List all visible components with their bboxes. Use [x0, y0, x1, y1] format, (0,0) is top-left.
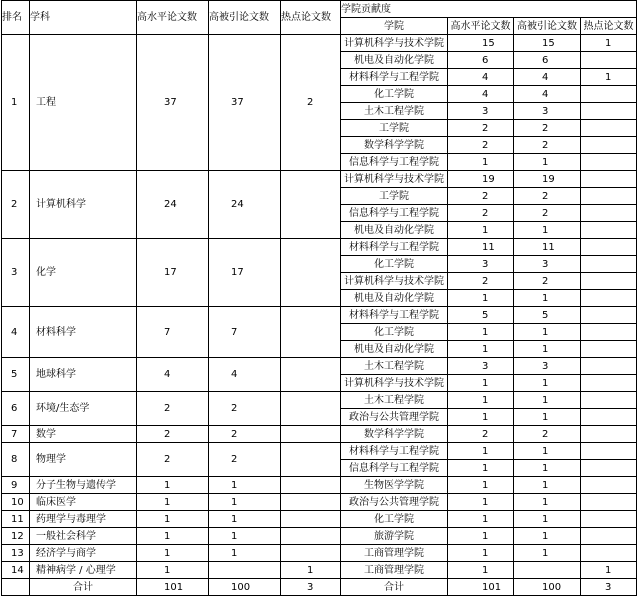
school-hot-cell [581, 409, 637, 426]
school-highly-cited-cell: 11 [514, 239, 581, 256]
school-highly-cited-cell: 15 [514, 35, 581, 52]
school-cell: 土木工程学院 [341, 392, 448, 409]
highly-cited-cell [209, 562, 281, 579]
subject-cell: 环境/生态学 [30, 392, 137, 426]
high-level-cell: 1 [137, 477, 209, 494]
subject-cell: 材料科学 [30, 307, 137, 358]
rank-cell: 5 [2, 358, 30, 392]
header-subject: 学科 [30, 1, 137, 35]
school-hot-cell [581, 341, 637, 358]
school-high-level-cell: 2 [448, 426, 514, 443]
school-high-level-cell: 1 [448, 460, 514, 477]
rank-cell: 9 [2, 477, 30, 494]
school-hot-cell [581, 205, 637, 222]
highly-cited-cell: 1 [209, 545, 281, 562]
school-cell: 工学院 [341, 188, 448, 205]
totals-high: 101 [137, 579, 209, 596]
school-highly-cited-cell: 3 [514, 358, 581, 375]
school-cell: 机电及自动化学院 [341, 52, 448, 69]
table-row [2, 358, 637, 375]
school-cell: 化工学院 [341, 511, 448, 528]
rank-cell: 10 [2, 494, 30, 511]
school-cell: 政治与公共管理学院 [341, 409, 448, 426]
table-row [2, 35, 637, 52]
highly-cited-cell: 17 [209, 239, 281, 307]
rank-cell: 2 [2, 171, 30, 239]
school-high-level-cell: 4 [448, 69, 514, 86]
school-cell: 信息科学与工程学院 [341, 205, 448, 222]
rank-cell: 11 [2, 511, 30, 528]
header-sub-highly-cited: 高被引论文数 [514, 18, 581, 35]
school-cell: 旅游学院 [341, 528, 448, 545]
school-cell: 信息科学与工程学院 [341, 154, 448, 171]
school-high-level-cell: 2 [448, 120, 514, 137]
hot-cell [281, 426, 341, 443]
paper-statistics-table [1, 0, 637, 596]
school-cell: 计算机科学与技术学院 [341, 171, 448, 188]
school-highly-cited-cell [514, 562, 581, 579]
school-high-level-cell: 1 [448, 562, 514, 579]
high-level-cell: 37 [137, 35, 209, 171]
totals-hot: 3 [281, 579, 341, 596]
subject-cell: 精神病学 / 心理学 [30, 562, 137, 579]
school-highly-cited-cell: 2 [514, 120, 581, 137]
school-highly-cited-cell: 1 [514, 222, 581, 239]
school-high-level-cell: 2 [448, 205, 514, 222]
school-high-level-cell: 2 [448, 273, 514, 290]
school-cell: 信息科学与工程学院 [341, 460, 448, 477]
school-highly-cited-cell: 3 [514, 256, 581, 273]
school-highly-cited-cell: 4 [514, 86, 581, 103]
hot-cell [281, 307, 341, 358]
school-high-level-cell: 15 [448, 35, 514, 52]
school-hot-cell [581, 239, 637, 256]
table-row [2, 477, 637, 494]
totals-school-hot: 3 [581, 579, 637, 596]
school-hot-cell [581, 460, 637, 477]
subject-cell: 药理学与毒理学 [30, 511, 137, 528]
school-highly-cited-cell: 1 [514, 494, 581, 511]
header-highly-cited: 高被引论文数 [209, 1, 281, 35]
high-level-cell: 1 [137, 545, 209, 562]
hot-cell [281, 494, 341, 511]
school-cell: 机电及自动化学院 [341, 341, 448, 358]
table-row [2, 562, 637, 579]
school-cell: 机电及自动化学院 [341, 290, 448, 307]
table-row [2, 545, 637, 562]
rank-cell: 8 [2, 443, 30, 477]
school-high-level-cell: 1 [448, 154, 514, 171]
school-hot-cell [581, 477, 637, 494]
school-highly-cited-cell: 2 [514, 426, 581, 443]
school-cell: 材料科学与工程学院 [341, 443, 448, 460]
school-hot-cell [581, 443, 637, 460]
table-row [2, 307, 637, 324]
school-highly-cited-cell: 1 [514, 409, 581, 426]
totals-row [2, 579, 637, 596]
subject-cell: 分子生物与遗传学 [30, 477, 137, 494]
high-level-cell: 1 [137, 511, 209, 528]
school-hot-cell: 1 [581, 562, 637, 579]
school-highly-cited-cell: 1 [514, 528, 581, 545]
school-hot-cell [581, 120, 637, 137]
school-hot-cell [581, 256, 637, 273]
hot-cell [281, 171, 341, 239]
high-level-cell: 1 [137, 494, 209, 511]
school-cell: 数学科学学院 [341, 426, 448, 443]
highly-cited-cell: 7 [209, 307, 281, 358]
hot-cell [281, 511, 341, 528]
school-high-level-cell: 1 [448, 528, 514, 545]
school-highly-cited-cell: 1 [514, 375, 581, 392]
school-highly-cited-cell: 1 [514, 392, 581, 409]
subject-cell: 计算机科学 [30, 171, 137, 239]
school-highly-cited-cell: 1 [514, 511, 581, 528]
header-contribution: 学院贡献度 [341, 1, 637, 18]
table-row [2, 528, 637, 545]
highly-cited-cell: 24 [209, 171, 281, 239]
high-level-cell: 2 [137, 392, 209, 426]
totals-school-cited: 100 [514, 579, 581, 596]
school-hot-cell [581, 103, 637, 120]
school-highly-cited-cell: 1 [514, 477, 581, 494]
school-cell: 计算机科学与技术学院 [341, 375, 448, 392]
school-hot-cell [581, 86, 637, 103]
school-high-level-cell: 1 [448, 392, 514, 409]
hot-cell [281, 545, 341, 562]
rank-cell: 4 [2, 307, 30, 358]
school-hot-cell [581, 358, 637, 375]
school-cell: 化工学院 [341, 324, 448, 341]
school-highly-cited-cell: 6 [514, 52, 581, 69]
school-highly-cited-cell: 2 [514, 137, 581, 154]
hot-cell: 2 [281, 35, 341, 171]
highly-cited-cell: 1 [209, 494, 281, 511]
school-hot-cell [581, 171, 637, 188]
school-cell: 生物医学学院 [341, 477, 448, 494]
school-high-level-cell: 19 [448, 171, 514, 188]
hot-cell [281, 477, 341, 494]
school-hot-cell [581, 528, 637, 545]
school-cell: 化工学院 [341, 86, 448, 103]
totals-cited: 100 [209, 579, 281, 596]
school-hot-cell [581, 273, 637, 290]
high-level-cell: 1 [137, 562, 209, 579]
school-cell: 土木工程学院 [341, 358, 448, 375]
school-hot-cell [581, 375, 637, 392]
school-high-level-cell: 2 [448, 137, 514, 154]
school-hot-cell [581, 154, 637, 171]
rank-cell: 12 [2, 528, 30, 545]
highly-cited-cell: 1 [209, 528, 281, 545]
table-body [2, 35, 637, 579]
school-highly-cited-cell: 2 [514, 205, 581, 222]
table-row [2, 443, 637, 460]
rank-cell: 14 [2, 562, 30, 579]
highly-cited-cell: 1 [209, 511, 281, 528]
school-high-level-cell: 5 [448, 307, 514, 324]
totals-school-label: 合计 [341, 579, 448, 596]
school-highly-cited-cell: 3 [514, 103, 581, 120]
school-high-level-cell: 3 [448, 358, 514, 375]
school-hot-cell [581, 511, 637, 528]
school-cell: 计算机科学与技术学院 [341, 273, 448, 290]
school-highly-cited-cell: 2 [514, 188, 581, 205]
school-cell: 工商管理学院 [341, 545, 448, 562]
rank-cell: 13 [2, 545, 30, 562]
school-highly-cited-cell: 5 [514, 307, 581, 324]
school-high-level-cell: 11 [448, 239, 514, 256]
school-hot-cell [581, 426, 637, 443]
table-row [2, 171, 637, 188]
school-high-level-cell: 3 [448, 256, 514, 273]
school-high-level-cell: 3 [448, 103, 514, 120]
school-cell: 土木工程学院 [341, 103, 448, 120]
hot-cell [281, 392, 341, 426]
school-highly-cited-cell: 2 [514, 273, 581, 290]
school-highly-cited-cell: 1 [514, 324, 581, 341]
high-level-cell: 4 [137, 358, 209, 392]
school-high-level-cell: 1 [448, 222, 514, 239]
hot-cell [281, 443, 341, 477]
school-hot-cell [581, 52, 637, 69]
school-highly-cited-cell: 1 [514, 341, 581, 358]
school-high-level-cell: 1 [448, 477, 514, 494]
school-highly-cited-cell: 1 [514, 154, 581, 171]
subject-cell: 数学 [30, 426, 137, 443]
rank-cell: 6 [2, 392, 30, 426]
school-hot-cell [581, 392, 637, 409]
school-cell: 化工学院 [341, 256, 448, 273]
school-hot-cell [581, 290, 637, 307]
subject-cell: 一般社会科学 [30, 528, 137, 545]
hot-cell: 1 [281, 562, 341, 579]
header-school: 学院 [341, 18, 448, 35]
school-hot-cell [581, 222, 637, 239]
subject-cell: 物理学 [30, 443, 137, 477]
school-cell: 政治与公共管理学院 [341, 494, 448, 511]
school-high-level-cell: 1 [448, 409, 514, 426]
school-high-level-cell: 1 [448, 290, 514, 307]
header-sub-hot: 热点论文数 [581, 18, 637, 35]
school-cell: 工学院 [341, 120, 448, 137]
highly-cited-cell: 1 [209, 477, 281, 494]
subject-cell: 临床医学 [30, 494, 137, 511]
high-level-cell: 1 [137, 528, 209, 545]
school-high-level-cell: 1 [448, 324, 514, 341]
school-hot-cell [581, 494, 637, 511]
school-high-level-cell: 1 [448, 545, 514, 562]
school-highly-cited-cell: 1 [514, 443, 581, 460]
high-level-cell: 2 [137, 426, 209, 443]
school-cell: 计算机科学与技术学院 [341, 35, 448, 52]
school-highly-cited-cell: 1 [514, 545, 581, 562]
high-level-cell: 7 [137, 307, 209, 358]
school-high-level-cell: 1 [448, 341, 514, 358]
school-high-level-cell: 1 [448, 511, 514, 528]
rank-cell: 7 [2, 426, 30, 443]
school-hot-cell [581, 307, 637, 324]
school-highly-cited-cell: 1 [514, 460, 581, 477]
school-highly-cited-cell: 4 [514, 69, 581, 86]
school-cell: 数学科学学院 [341, 137, 448, 154]
header-high-level: 高水平论文数 [137, 1, 209, 35]
school-hot-cell [581, 324, 637, 341]
header-sub-high-level: 高水平论文数 [448, 18, 514, 35]
school-high-level-cell: 4 [448, 86, 514, 103]
high-level-cell: 24 [137, 171, 209, 239]
school-cell: 机电及自动化学院 [341, 222, 448, 239]
school-cell: 材料科学与工程学院 [341, 307, 448, 324]
subject-cell: 经济学与商学 [30, 545, 137, 562]
highly-cited-cell: 2 [209, 392, 281, 426]
table-row [2, 494, 637, 511]
subject-cell: 地球科学 [30, 358, 137, 392]
school-hot-cell: 1 [581, 35, 637, 52]
rank-cell: 3 [2, 239, 30, 307]
high-level-cell: 2 [137, 443, 209, 477]
school-high-level-cell: 6 [448, 52, 514, 69]
hot-cell [281, 358, 341, 392]
school-hot-cell [581, 137, 637, 154]
subject-cell: 工程 [30, 35, 137, 171]
hot-cell [281, 528, 341, 545]
high-level-cell: 17 [137, 239, 209, 307]
table-row [2, 511, 637, 528]
totals-label: 合计 [30, 579, 137, 596]
school-hot-cell [581, 188, 637, 205]
table-row [2, 392, 637, 409]
rank-cell: 1 [2, 35, 30, 171]
school-high-level-cell: 1 [448, 443, 514, 460]
hot-cell [281, 239, 341, 307]
totals-rank-cell [2, 579, 30, 596]
school-highly-cited-cell: 1 [514, 290, 581, 307]
school-hot-cell [581, 545, 637, 562]
school-highly-cited-cell: 19 [514, 171, 581, 188]
school-high-level-cell: 1 [448, 494, 514, 511]
table-row [2, 239, 637, 256]
table-row [2, 426, 637, 443]
highly-cited-cell: 2 [209, 443, 281, 477]
header-hot: 热点论文数 [281, 1, 341, 35]
school-hot-cell: 1 [581, 69, 637, 86]
highly-cited-cell: 2 [209, 426, 281, 443]
header-rank: 排名 [2, 1, 30, 35]
highly-cited-cell: 37 [209, 35, 281, 171]
school-cell: 材料科学与工程学院 [341, 239, 448, 256]
subject-cell: 化学 [30, 239, 137, 307]
highly-cited-cell: 4 [209, 358, 281, 392]
school-cell: 工商管理学院 [341, 562, 448, 579]
school-cell: 材料科学与工程学院 [341, 69, 448, 86]
school-high-level-cell: 2 [448, 188, 514, 205]
school-high-level-cell: 1 [448, 375, 514, 392]
totals-school-high: 101 [448, 579, 514, 596]
